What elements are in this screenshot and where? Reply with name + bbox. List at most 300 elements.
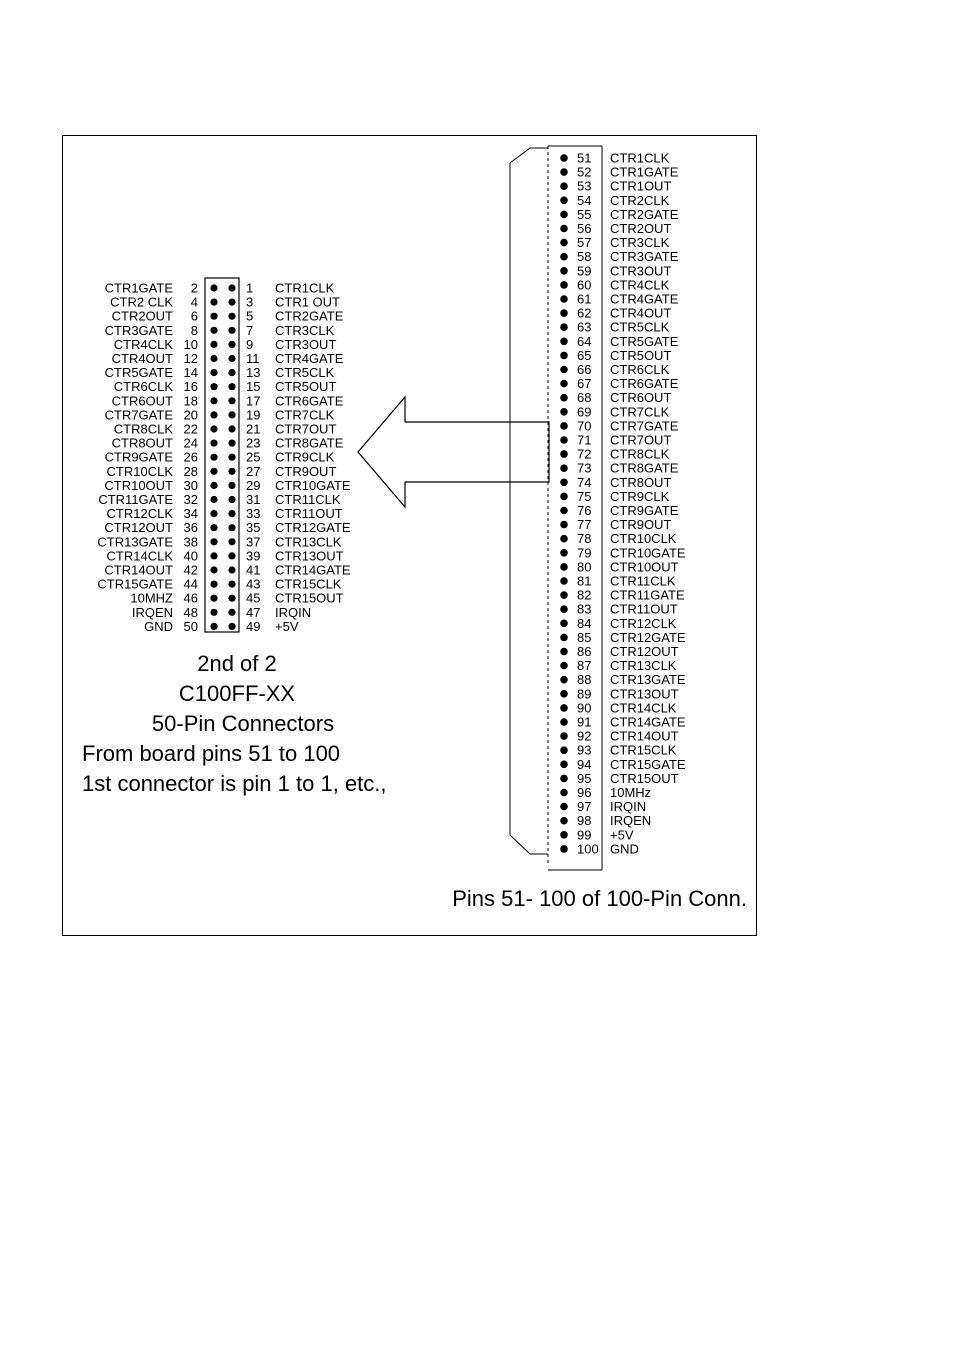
pin-dot xyxy=(210,425,217,432)
pin-dot xyxy=(210,313,217,320)
pin-label-even: CTR4CLK xyxy=(113,336,173,352)
pin-dot xyxy=(560,338,568,346)
pin-label-even: CTR1GATE xyxy=(104,280,173,296)
pin-dot xyxy=(560,718,568,726)
pin-label: CTR13GATE xyxy=(610,672,686,688)
pin-dot xyxy=(228,313,235,320)
pin-label-even: CTR2 CLK xyxy=(110,294,173,310)
pin-label: CTR4GATE xyxy=(610,291,679,307)
pin-number-odd: 33 xyxy=(246,506,261,522)
pin-number: 82 xyxy=(577,587,592,603)
pin-dot xyxy=(228,595,235,602)
pin-label-odd: CTR6GATE xyxy=(275,393,344,409)
pin-dot xyxy=(210,524,217,531)
pin-label-odd: CTR4GATE xyxy=(275,351,344,366)
pin-number: 59 xyxy=(577,263,592,279)
pin-label: GND xyxy=(610,841,639,857)
pin-dot xyxy=(560,450,568,458)
pin-dot xyxy=(228,552,235,559)
pin-label-odd: CTR3CLK xyxy=(275,322,335,338)
pin-dot xyxy=(210,468,217,475)
pin-number: 72 xyxy=(577,446,592,462)
pin-label-odd: CTR15CLK xyxy=(275,576,342,592)
pin-label-odd: CTR1CLK xyxy=(275,280,335,296)
pin-number-even: 8 xyxy=(190,322,198,338)
pin-label-even: GND xyxy=(144,618,173,634)
pin-number: 71 xyxy=(577,432,592,448)
pin-label: CTR11CLK xyxy=(610,573,676,589)
pin-label-odd: CTR1 OUT xyxy=(275,294,340,310)
pin-number: 86 xyxy=(577,644,592,659)
pin-label: CTR8GATE xyxy=(610,460,679,476)
pin-dot xyxy=(560,704,568,712)
pin-number-odd: 35 xyxy=(246,520,261,536)
pin-dot xyxy=(228,609,235,616)
pin-number: 81 xyxy=(577,573,592,589)
pin-number-even: 44 xyxy=(183,576,198,592)
pin-number: 92 xyxy=(577,728,592,744)
pin-label-even: CTR15GATE xyxy=(97,576,173,592)
pin-dot xyxy=(210,595,217,602)
pin-label: IRQEN xyxy=(610,813,652,829)
pin-label: CTR7GATE xyxy=(610,418,679,434)
pin-dot xyxy=(210,299,217,306)
pin-label: CTR8OUT xyxy=(610,474,672,490)
pin-number-even: 20 xyxy=(183,407,198,423)
pin-number: 67 xyxy=(577,376,592,392)
pin-number: 51 xyxy=(577,150,592,166)
pin-number: 52 xyxy=(577,164,592,180)
pin-label-even: CTR6CLK xyxy=(113,379,173,395)
pin-label-even: CTR13GATE xyxy=(97,534,173,550)
pin-dot xyxy=(210,609,217,616)
pin-label-odd: CTR12GATE xyxy=(275,520,351,536)
pin-number: 54 xyxy=(577,192,592,208)
pin-label: CTR13OUT xyxy=(610,686,679,702)
pin-number-even: 24 xyxy=(183,435,198,451)
pin-label-even: CTR11GATE xyxy=(98,492,173,507)
pin-label-even: CTR8OUT xyxy=(111,435,173,451)
pin-number: 84 xyxy=(577,615,592,631)
pin-number: 57 xyxy=(577,235,592,251)
pin-label: CTR5CLK xyxy=(610,319,670,335)
pin-number-odd: 41 xyxy=(246,562,261,578)
pin-number-even: 4 xyxy=(190,294,198,310)
pin-dot xyxy=(228,425,235,432)
pin-dot xyxy=(228,496,235,503)
pin-label-odd: CTR11CLK xyxy=(275,492,341,507)
pin-number: 90 xyxy=(577,700,592,716)
pin-dot xyxy=(560,831,568,839)
mapping-arrow xyxy=(358,397,549,507)
connector-100-pins xyxy=(560,151,686,857)
pin-dot xyxy=(228,355,235,362)
caption-line-5: 1st connector is pin 1 to 1, etc., xyxy=(82,771,387,796)
pin-label-even: CTR12OUT xyxy=(104,520,173,536)
pin-dot xyxy=(228,299,235,306)
pin-label-even: CTR4OUT xyxy=(111,351,173,366)
pin-label-even: CTR14CLK xyxy=(106,548,173,564)
pin-dot xyxy=(210,383,217,390)
pin-dot xyxy=(228,411,235,418)
pin-dot xyxy=(228,468,235,475)
pin-number: 73 xyxy=(577,460,592,476)
pin-label: CTR6CLK xyxy=(610,362,670,377)
pin-dot xyxy=(228,524,235,531)
pin-number: 56 xyxy=(577,221,592,236)
pin-dot xyxy=(560,493,568,501)
pin-number-even: 36 xyxy=(183,520,198,536)
pin-dot xyxy=(560,479,568,487)
pin-number-odd: 25 xyxy=(246,449,261,465)
pin-dot xyxy=(228,454,235,461)
pin-label: CTR3OUT xyxy=(610,263,672,279)
pin-number-odd: 45 xyxy=(246,590,261,606)
pin-number: 100 xyxy=(577,841,599,857)
pin-label: CTR14GATE xyxy=(610,714,686,730)
pin-number-odd: 23 xyxy=(246,435,261,451)
pin-number-even: 16 xyxy=(183,379,198,395)
pin-dot xyxy=(560,197,568,205)
pin-label: CTR7CLK xyxy=(610,404,670,420)
pin-number: 61 xyxy=(577,291,592,307)
pin-dot xyxy=(560,775,568,783)
pin-number-even: 30 xyxy=(183,477,198,493)
pin-dot xyxy=(560,507,568,515)
pin-number-odd: 15 xyxy=(246,379,261,395)
pin-dot xyxy=(560,295,568,303)
pin-dot xyxy=(560,281,568,289)
pin-number: 66 xyxy=(577,362,592,377)
pin-label: CTR5OUT xyxy=(610,347,672,363)
pin-number: 88 xyxy=(577,672,592,688)
pin-dot xyxy=(560,732,568,740)
pin-dot xyxy=(228,341,235,348)
pin-number: 77 xyxy=(577,517,592,533)
pin-dot xyxy=(560,662,568,670)
pin-dot xyxy=(560,634,568,642)
pin-dot xyxy=(560,761,568,769)
pin-label-even: CTR5GATE xyxy=(104,365,173,381)
pin-number: 80 xyxy=(577,559,592,575)
pin-number: 64 xyxy=(577,333,592,349)
pin-number: 53 xyxy=(577,178,592,194)
pin-number: 78 xyxy=(577,531,592,547)
pin-dot xyxy=(210,581,217,588)
pin-label: CTR4CLK xyxy=(610,277,670,293)
pin-number: 58 xyxy=(577,249,592,265)
pin-dot xyxy=(210,411,217,418)
pin-number: 87 xyxy=(577,658,592,674)
pin-number: 79 xyxy=(577,545,592,561)
pin-number-odd: 39 xyxy=(246,548,261,564)
pin-label: CTR2OUT xyxy=(610,221,672,236)
pin-dot xyxy=(560,366,568,374)
pin-label: +5V xyxy=(610,827,634,843)
pin-label-even: IRQEN xyxy=(131,604,173,620)
pin-dot xyxy=(560,323,568,331)
pin-label-odd: +5V xyxy=(275,618,299,634)
pin-label-even: CTR2OUT xyxy=(111,308,173,324)
pin-label-odd: CTR9OUT xyxy=(275,463,337,479)
pin-number: 75 xyxy=(577,488,592,504)
pin-label: CTR14OUT xyxy=(610,728,679,744)
pin-dot xyxy=(560,154,568,162)
connector-100-shell xyxy=(510,148,548,854)
pin-number-odd: 7 xyxy=(246,322,254,338)
pin-label: CTR8CLK xyxy=(610,446,670,462)
pin-dot xyxy=(210,496,217,503)
pin-dot xyxy=(560,803,568,811)
pin-dot xyxy=(560,380,568,388)
pin-label: CTR4OUT xyxy=(610,305,672,321)
pin-label: CTR6OUT xyxy=(610,390,672,406)
pin-number-odd: 1 xyxy=(246,280,254,296)
pin-number-even: 50 xyxy=(183,618,198,634)
pin-number-even: 26 xyxy=(183,449,198,465)
pin-label: CTR9GATE xyxy=(610,503,679,518)
pin-number-odd: 43 xyxy=(246,576,261,592)
pin-dot xyxy=(560,168,568,176)
pin-label-odd: CTR5CLK xyxy=(275,365,335,381)
pin-dot xyxy=(560,591,568,599)
pin-dot xyxy=(560,845,568,853)
pin-number: 98 xyxy=(577,813,592,829)
pin-dot xyxy=(228,510,235,517)
pin-label-odd: CTR13CLK xyxy=(275,534,342,550)
pin-number-odd: 17 xyxy=(246,393,261,409)
pin-number: 74 xyxy=(577,474,592,490)
pin-number: 65 xyxy=(577,347,592,363)
pin-dot xyxy=(210,482,217,489)
pin-label: CTR9OUT xyxy=(610,517,672,533)
pin-dot xyxy=(228,566,235,573)
pin-number-odd: 11 xyxy=(246,351,260,366)
pin-dot xyxy=(560,422,568,430)
pin-number-even: 48 xyxy=(183,604,198,620)
pin-number: 68 xyxy=(577,390,592,406)
pin-number-even: 40 xyxy=(183,548,198,564)
pin-label: CTR3CLK xyxy=(610,235,670,251)
pin-dot xyxy=(560,549,568,557)
pin-number: 95 xyxy=(577,770,592,786)
pin-dot xyxy=(560,253,568,261)
pin-label-even: 10MHZ xyxy=(130,590,173,606)
caption-line-2: C100FF-XX xyxy=(178,681,296,706)
pin-dot xyxy=(228,383,235,390)
pin-label: CTR10GATE xyxy=(610,545,686,561)
pin-label: CTR12CLK xyxy=(610,615,677,631)
caption-line-4: From board pins 51 to 100 xyxy=(82,741,341,766)
pin-number-odd: 3 xyxy=(246,294,254,310)
pin-label-even: CTR9GATE xyxy=(104,449,173,465)
pin-number-odd: 5 xyxy=(246,308,254,324)
pin-label: CTR2CLK xyxy=(610,192,670,208)
pin-label-odd: CTR10GATE xyxy=(275,477,351,493)
pin-number: 99 xyxy=(577,827,592,843)
pin-number-even: 14 xyxy=(183,365,198,381)
pin-label-odd: CTR13OUT xyxy=(275,548,344,564)
pin-label: CTR15OUT xyxy=(610,770,679,786)
pin-label-odd: CTR7CLK xyxy=(275,407,335,423)
pin-label-odd: CTR8GATE xyxy=(275,435,344,451)
pin-number-odd: 49 xyxy=(246,618,261,634)
pin-number-odd: 13 xyxy=(246,365,261,381)
pin-label-odd: CTR7OUT xyxy=(275,421,337,437)
pin-dot xyxy=(560,464,568,472)
pin-number: 63 xyxy=(577,319,592,335)
pin-number-even: 34 xyxy=(183,506,198,522)
pin-dot xyxy=(560,225,568,233)
pin-dot xyxy=(228,581,235,588)
pin-label-odd: CTR9CLK xyxy=(275,449,335,465)
pin-label-odd: IRQIN xyxy=(275,604,312,620)
pin-dot xyxy=(210,566,217,573)
pin-number: 93 xyxy=(577,742,592,758)
pin-number-even: 28 xyxy=(183,463,198,479)
pin-label-odd: CTR5OUT xyxy=(275,379,337,395)
pin-dot xyxy=(560,817,568,825)
caption-line-3: 50-Pin Connectors xyxy=(151,711,335,736)
pin-dot xyxy=(560,521,568,529)
pin-number-even: 18 xyxy=(183,393,198,409)
pin-dot xyxy=(210,327,217,334)
pin-number: 70 xyxy=(577,418,592,434)
pin-dot xyxy=(560,563,568,571)
pin-number-odd: 19 xyxy=(246,407,261,423)
pin-label-even: CTR10OUT xyxy=(104,477,173,493)
pin-label: CTR15CLK xyxy=(610,742,677,758)
pin-number-even: 32 xyxy=(183,492,198,507)
pin-label: CTR1OUT xyxy=(610,178,672,194)
pin-dot xyxy=(560,309,568,317)
pin-label: CTR2GATE xyxy=(610,206,679,222)
pin-number-odd: 31 xyxy=(246,492,261,507)
pin-label-odd: CTR3OUT xyxy=(275,336,337,352)
pin-number-odd: 21 xyxy=(246,421,261,437)
pin-label: IRQIN xyxy=(610,799,647,815)
pin-number-odd: 47 xyxy=(246,604,261,620)
pin-label: CTR6GATE xyxy=(610,376,679,392)
pin-number: 96 xyxy=(577,785,592,800)
pin-label: CTR11GATE xyxy=(610,587,685,603)
pin-dot xyxy=(228,284,235,291)
pin-dot xyxy=(560,605,568,613)
caption-line-1: 2nd of 2 xyxy=(197,651,277,676)
connector-50-pins xyxy=(97,281,351,634)
pin-number: 94 xyxy=(577,756,592,772)
pin-dot xyxy=(560,648,568,656)
pin-dot xyxy=(210,454,217,461)
pin-label-even: CTR14OUT xyxy=(104,562,173,578)
pin-dot xyxy=(560,211,568,219)
pin-number-even: 42 xyxy=(183,562,198,578)
pin-number: 97 xyxy=(577,799,592,815)
pin-number-even: 12 xyxy=(183,351,198,366)
pin-number-even: 38 xyxy=(183,534,198,550)
pin-number-odd: 9 xyxy=(246,336,254,352)
pin-dot xyxy=(560,690,568,698)
pin-label-even: CTR10CLK xyxy=(106,463,173,479)
pin-label: CTR5GATE xyxy=(610,333,679,349)
pin-number-odd: 37 xyxy=(246,534,261,550)
pin-dot xyxy=(210,440,217,447)
pin-dot xyxy=(560,620,568,628)
pin-number: 62 xyxy=(577,305,592,321)
pin-label-even: CTR6OUT xyxy=(111,393,173,409)
pin-label-even: CTR7GATE xyxy=(104,407,173,423)
pin-label: CTR10OUT xyxy=(610,559,679,575)
pin-dot xyxy=(560,267,568,275)
pin-dot xyxy=(560,436,568,444)
pin-number-odd: 29 xyxy=(246,477,261,493)
pin-dot xyxy=(228,327,235,334)
pin-number: 76 xyxy=(577,503,592,518)
pin-dot xyxy=(210,369,217,376)
pin-dot xyxy=(210,284,217,291)
pin-label: CTR13CLK xyxy=(610,658,677,674)
pin-number: 91 xyxy=(577,714,592,730)
pin-dot xyxy=(560,352,568,360)
pin-number: 55 xyxy=(577,206,592,222)
pin-label: CTR3GATE xyxy=(610,249,679,265)
pin-label-odd: CTR14GATE xyxy=(275,562,351,578)
pin-dot xyxy=(560,394,568,402)
pin-number-even: 10 xyxy=(183,336,198,352)
pin-dot xyxy=(560,676,568,684)
pin-dot xyxy=(228,623,235,630)
pin-number: 85 xyxy=(577,629,592,645)
pin-label-even: CTR8CLK xyxy=(113,421,173,437)
pin-number-even: 2 xyxy=(190,280,198,296)
pin-dot xyxy=(210,397,217,404)
pin-dot xyxy=(560,789,568,797)
pin-number-even: 22 xyxy=(183,421,198,437)
pin-label: CTR15GATE xyxy=(610,756,686,772)
pin-label: CTR11OUT xyxy=(610,601,678,617)
pin-label: CTR12OUT xyxy=(610,644,679,659)
pin-dot xyxy=(210,355,217,362)
pin-label: 10MHz xyxy=(610,785,652,800)
pin-number-even: 46 xyxy=(183,590,198,606)
pin-dot xyxy=(560,182,568,190)
pin-dot xyxy=(228,440,235,447)
pin-label: CTR1GATE xyxy=(610,164,679,180)
pin-dot xyxy=(228,397,235,404)
pin-number-odd: 27 xyxy=(246,463,261,479)
pin-dot xyxy=(560,577,568,585)
pin-label: CTR9CLK xyxy=(610,488,670,504)
pin-label: CTR1CLK xyxy=(610,150,670,166)
pin-dot xyxy=(560,239,568,247)
pin-dot xyxy=(210,623,217,630)
pin-dot xyxy=(210,538,217,545)
pin-dot xyxy=(228,369,235,376)
pin-number: 83 xyxy=(577,601,592,617)
pin-dot xyxy=(210,341,217,348)
pin-label-even: CTR12CLK xyxy=(106,506,173,522)
pin-label-odd: CTR15OUT xyxy=(275,590,344,606)
pin-dot xyxy=(228,482,235,489)
pin-label: CTR12GATE xyxy=(610,629,686,645)
pin-label-odd: CTR11OUT xyxy=(275,506,343,522)
pin-label-even: CTR3GATE xyxy=(104,322,173,338)
pin-label: CTR10CLK xyxy=(610,531,677,547)
pin-dot xyxy=(560,746,568,754)
pin-dot xyxy=(560,408,568,416)
pin-number-even: 6 xyxy=(190,308,198,324)
pin-number: 89 xyxy=(577,686,592,702)
